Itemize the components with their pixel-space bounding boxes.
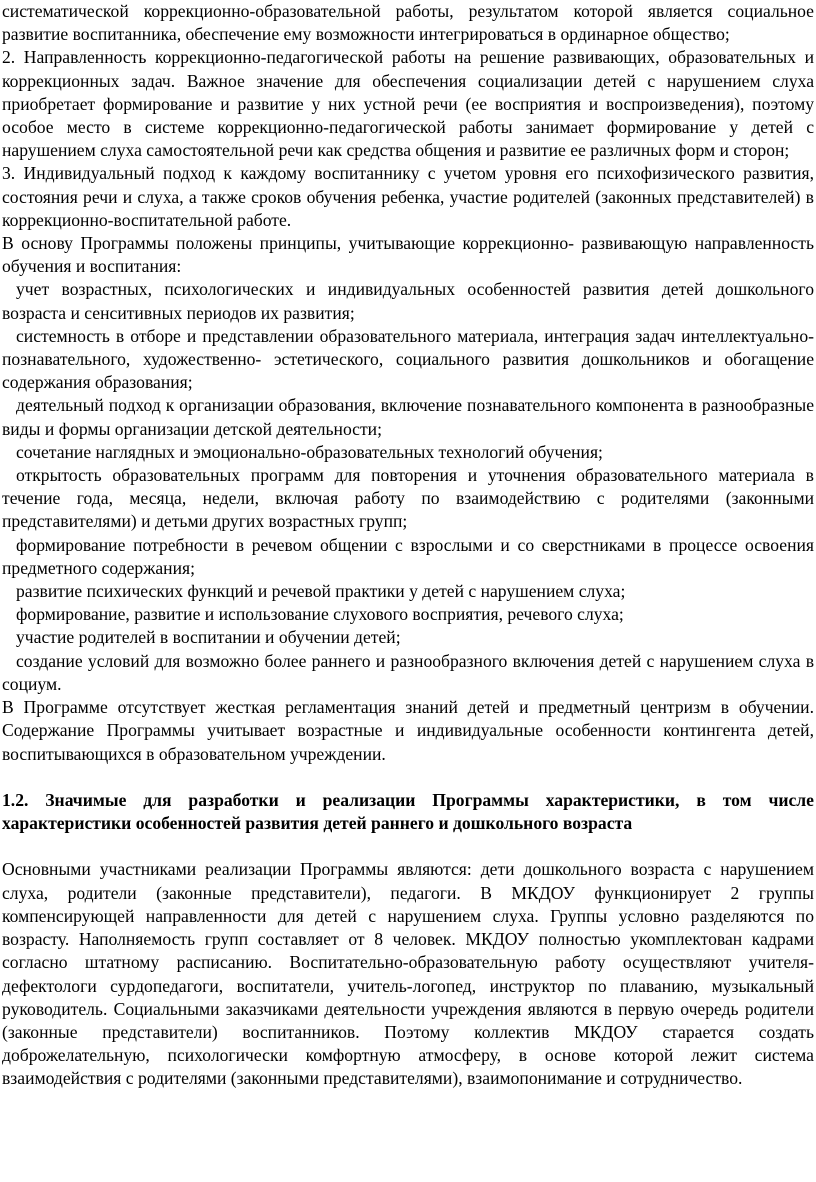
list-item-text: открытость образовательных программ для повторения и уточнения образовательного материала в течение года, месяца, недели, включая работу по взаимодействию с родителями (законными представителями) и детьми других возрастных групп;: [2, 465, 814, 532]
list-item: [2, 394, 814, 440]
list-item: [2, 441, 814, 464]
numbered-item-2: 2. Направленность коррекционно-педагогической работы на решение развивающих, образовательных и коррекционных задач. Важное значение для обеспечения социализации детей с нарушением слуха приобретает формирование и развитие у них устной речи (ее восприятия и воспроизведения), поэтому особое место в системе коррекционно-педагогической работы занимает формирование у детей с нарушением слуха самостоятельной речи как средства общения и развитие ее различных форм и сторон;: [2, 47, 814, 161]
list-item: [2, 325, 814, 395]
section-heading: 1.2. Значимые для разработки и реализации Программы характеристики, в том числе характеристики особенностей развития детей раннего и дошкольного возраста: [2, 789, 814, 834]
numbered-item-3: 3. Индивидуальный подход к каждому воспитаннику с учетом уровня его психофизического развития, состояния речи и слуха, а также сроков обучения ребенка, участие родителей (законных представителей) в коррекционно-воспитательной работе.: [2, 163, 814, 230]
list-item: [2, 650, 814, 696]
list-item-text: системность в отборе и представлении образовательного материала, интеграция задач интеллектуально-познавательного, художественно- эстетического, социального развития дошкольников и обогащение содержания образования;: [2, 325, 814, 393]
list-item-text: участие родителей в воспитании и обучении детей;: [16, 627, 401, 648]
list-item: [2, 580, 814, 603]
list-item-text: создание условий для возможно более раннего и разнообразного включения детей с нарушением слуха в социум.: [2, 650, 814, 694]
list-item: [2, 626, 814, 649]
list-item-text: формирование потребности в речевом общении с взрослыми и со сверстниками в процессе освоения предметного содержания;: [2, 534, 814, 578]
list-item-text: развитие психических функций и речевой практики у детей с нарушением слуха;: [16, 581, 626, 602]
section-paragraph: Основными участниками реализации Программы являются: дети дошкольного возраста с нарушением слуха, родители (законные представители), педагоги. В МКДОУ функционирует 2 группы компенсирующей направленности для детей с нарушением слуха. Группы условно разделяются по возрасту. Наполняемость групп составляет от 8 человек. МКДОУ полностью укомплектован кадрами согласно штатному расписанию. Воспитательно-образовательную работу осуществляют учителя-дефектологи сурдопедагоги, воспитатели, учитель-логопед, инструктор по плаванию, музыкальный руководитель. Социальными заказчиками деятельности учреждения являются в первую очередь родители (законные представители) воспитанников. Поэтому коллектив МКДОУ старается создать доброжелательную, психологически комфортную атмосферу, в основе которой лежит система взаимодействия с родителями (законными представителями), взаимопонимание и сотрудничество.: [2, 859, 814, 1089]
closing-paragraph: В Программе отсутствует жесткая регламентация знаний детей и предметный центризм в обучении. Содержание Программы учитывает возрастные и индивидуальные особенности контингента детей, воспитывающихся в образовательном учреждении.: [2, 697, 814, 764]
principles-intro: В основу Программы положены принципы, учитывающие коррекционно- развивающую направленность обучения и воспитания:: [2, 233, 814, 277]
list-item: [2, 603, 814, 626]
spacer: [2, 766, 814, 789]
list-item-text: формирование, развитие и использование слухового восприятия, речевого слуха;: [16, 604, 624, 625]
list-item-text: учет возрастных, психологических и индивидуальных особенностей развития детей дошкольного возраста и сенситивных периодов их развития;: [2, 279, 814, 323]
intro-continuation: систематической коррекционно-образовательной работы, результатом которой является социальное развитие воспитанника, обеспечение ему возможности интегрироваться в ординарное общество;: [2, 1, 814, 45]
list-item: [2, 534, 814, 580]
list-item-text: деятельный подход к организации образования, включение познавательного компонента в разнообразные виды и формы организации детской деятельности;: [2, 395, 814, 439]
spacer: [2, 835, 814, 858]
list-item: [2, 464, 814, 534]
list-item-text: сочетание наглядных и эмоционально-образовательных технологий обучения;: [16, 441, 603, 462]
list-item: [2, 278, 814, 324]
principles-list: [2, 278, 814, 696]
